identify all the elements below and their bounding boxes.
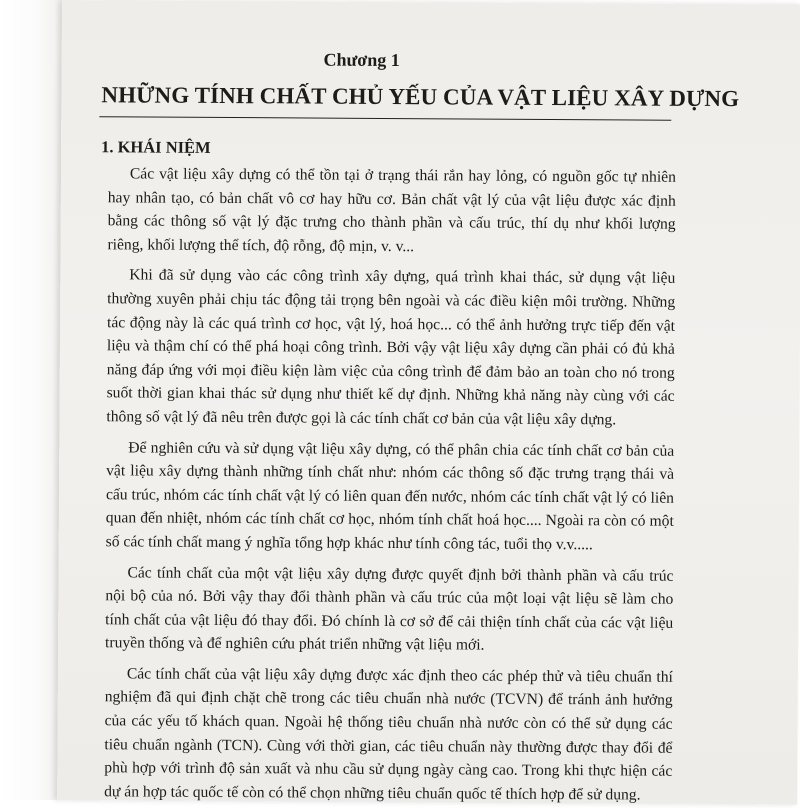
book-page	[57, 0, 800, 805]
chapter-label: Chương 1	[323, 49, 400, 71]
chapter-title: NHỮNG TÍNH CHẤT CHỦ YẾU CỦA VẬT LIỆU XÂY DỰNG	[101, 82, 740, 112]
section-number: 1.	[101, 137, 114, 157]
paragraph: Các tính chất của vật liệu xây dựng được xác định theo các phép thử và tiêu chuẩn thí nghiệm đã qui định chặt chẽ trong các tiêu chuẩn nhà nước (TCVN) để tránh ảnh hưởng của các yếu tố khách quan. Ngoài hệ thống tiêu chuẩn nhà nước còn có thể sử dụng các tiêu chuẩn ngành (TCN). Cùng với thời gian, các tiêu chuẩn này thường được thay đổi để phù hợp với trình độ sản xuất và nhu cầu sử dụng ngày càng cao. Trong khi thực hiện các dự án hợp tác quốc tế còn có thể chọn những tiêu chuẩn quốc tế thích hợp để sử dụng.	[104, 665, 673, 804]
paragraph: Khi đã sử dụng vào các công trình xây dựng, quá trình khai thác, sử dụng vật liệu thường xuyên phải chịu tác động tải trọng bên ngoài và các điều kiện môi trường. Những tác động này là các quá trình cơ học, vật lý, hoá học... có thể ảnh hưởng trực tiếp đến vật liệu và thậm chí có thể phá hoại công trình. Bởi vậy vật liệu xây dựng cần phải có đủ khả năng đáp ứng với mọi điều kiện làm việc của công trình để đảm bảo an toàn cho nó trong suốt thời gian khai thác sử dụng như thiết kế dự định. Những khả năng này cùng với các thông số vật lý đã nêu trên được gọi là các tính chất cơ bản của vật liệu xây dựng.	[106, 266, 676, 429]
section-title: KHÁI NIỆM	[117, 137, 211, 157]
body-text	[104, 162, 676, 807]
section-heading	[101, 137, 211, 158]
paragraph: Các tính chất của một vật liệu xây dựng được quyết định bởi thành phần và cấu trúc nội bộ của nó. Bởi vậy thay đổi thành phần và cấu trúc của một loại vật liệu sẽ làm cho tính chất của vật liệu đó thay đổi. Đó chính là cơ sở để cải thiện tính chất của các vật liệu truyền thống và để nghiên cứu phát triển những vật liệu mới.	[105, 563, 674, 654]
paragraph: Để nghiên cứu và sử dụng vật liệu xây dựng, có thể phân chia các tính chất cơ bản của vật liệu xây dựng thành những tính chất như: nhóm các thông số đặc trưng trạng thái và cấu trúc, nhóm các tính chất vật lý có liên quan đến nước, nhóm các tính chất vật lý có liên quan đến nhiệt, nhóm các tính chất cơ học, nhóm tính chất hoá học.... Ngoài ra còn có một số các tính chất mang ý nghĩa tổng hợp khác như tính công tác, tuổi thọ v.v.....	[105, 438, 675, 554]
paragraph: Các vật liệu xây dựng có thể tồn tại ở trạng thái rắn hay lỏng, có nguồn gốc tự nhiên hay nhân tạo, có bản chất vô cơ hay hữu cơ. Bản chất vật lý của vật liệu được xác định bằng các thông số vật lý đặc trưng cho thành phần và cấu trúc, thí dụ như khối lượng riêng, khối lượng thể tích, độ rỗng, độ mịn, v. v...	[107, 165, 676, 255]
title-underline	[99, 116, 671, 120]
